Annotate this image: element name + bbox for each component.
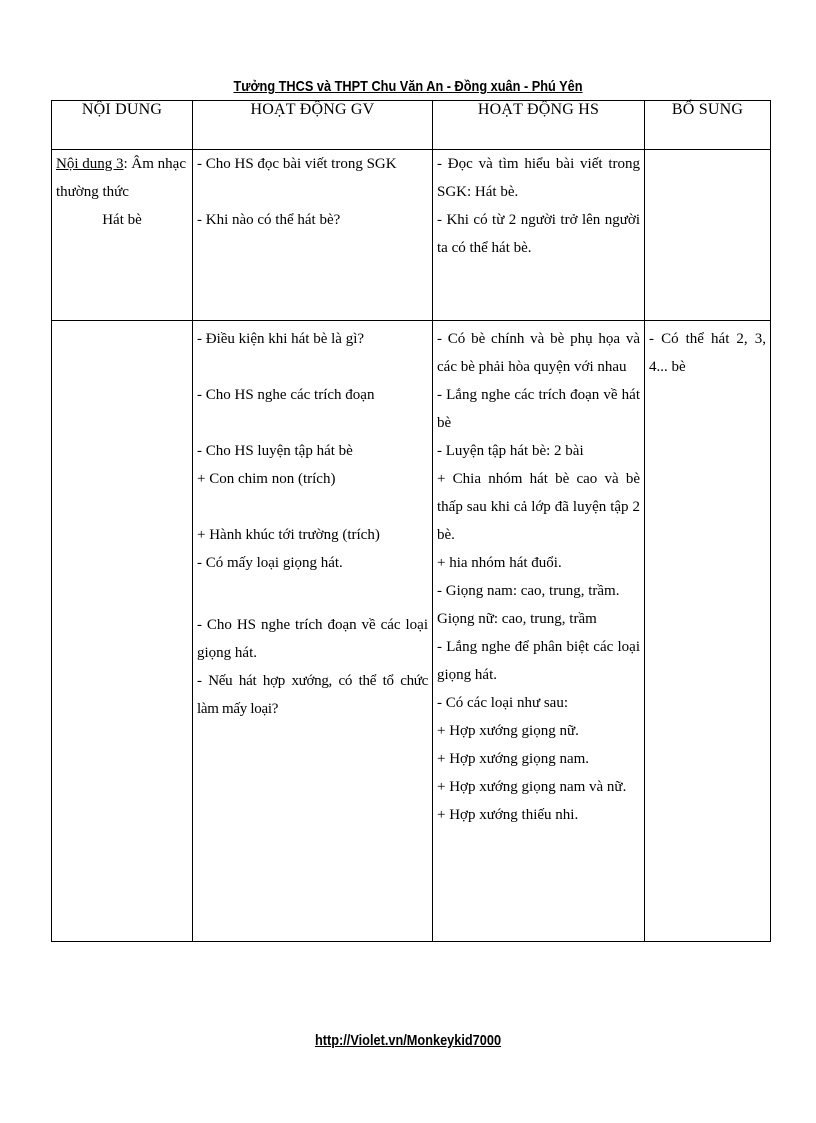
column-header-teacher: HOẠT ĐỘNG GV (193, 101, 433, 150)
student-activity: - Có các loại như sau: (437, 695, 569, 711)
table-row (52, 150, 771, 321)
footer-link[interactable]: http://Violet.vn/Monkeykid7000 (314, 1032, 502, 1049)
student-activity: + Chia nhóm hát bè cao và bè thấp sau khi cả lớp đã luyện tập 2 bè. (437, 471, 640, 543)
student-activity: + Hợp xướng giọng nữ. (437, 723, 579, 739)
student-activity: + Hợp xướng giọng nam. (437, 751, 590, 767)
content-subtitle: Hát bè (102, 212, 142, 228)
extra-cell (645, 150, 771, 321)
student-activity: - Giọng nam: cao, trung, trầm. (437, 583, 620, 599)
student-activity: - Có bè chính và bè phụ họa và các bè phải hòa quyện với nhau (437, 331, 640, 375)
teacher-cell (193, 321, 433, 942)
extra-cell (645, 321, 771, 942)
table-header-row (52, 101, 771, 150)
table-row (52, 321, 771, 942)
teacher-activity: - Cho HS nghe trích đoạn về các loại giọng hát. (197, 617, 428, 661)
content-cell (52, 321, 193, 942)
content-title (56, 150, 188, 206)
teacher-activity: + Hành khúc tới trường (trích) (197, 527, 380, 543)
column-header-content: NỘI DUNG (52, 101, 193, 150)
student-activity: Giọng nữ: cao, trung, trầm (437, 611, 597, 627)
student-activity: + Hợp xướng giọng nam và nữ. (437, 779, 627, 795)
student-cell (433, 321, 645, 942)
document-header: Tưởng THCS và THPT Chu Văn An - Đồng xuân - Phú Yên (233, 78, 583, 95)
student-activity: - Lắng nghe các trích đoạn về hát bè (437, 387, 640, 431)
student-activity: - Đọc và tìm hiểu bài viết trong SGK: Hát bè. (437, 156, 640, 200)
lesson-table (51, 100, 771, 942)
student-cell (433, 150, 645, 321)
student-activity: - Luyện tập hát bè: 2 bài (437, 443, 584, 459)
content-title-text: : Âm nhạc thường thức (56, 156, 186, 200)
teacher-activity: - Cho HS đọc bài viết trong SGK (197, 156, 397, 172)
column-header-student: HOẠT ĐỘNG HS (433, 101, 645, 150)
teacher-activity: - Khi nào có thể hát bè? (197, 212, 341, 228)
teacher-activity: - Cho HS luyện tập hát bè (197, 443, 353, 459)
teacher-cell (193, 150, 433, 321)
teacher-activity: - Điều kiện khi hát bè là gì? (197, 331, 365, 347)
column-header-extra: BỔ SUNG (645, 101, 771, 150)
student-activity: - Lắng nghe để phân biệt các loại giọng hát. (437, 639, 640, 683)
student-activity: + hia nhóm hát đuổi. (437, 555, 562, 571)
student-activity: + Hợp xướng thiếu nhi. (437, 807, 579, 823)
teacher-activity: - Có mấy loại giọng hát. (197, 555, 343, 571)
extra-note: - Có thể hát 2, 3, 4... bè (649, 331, 766, 375)
teacher-activity: - Nếu hát hợp xướng, có thể tổ chức làm mấy loại? (197, 673, 428, 717)
content-title-label: Nội dung 3 (56, 156, 124, 172)
teacher-activity: + Con chim non (trích) (197, 471, 336, 487)
student-activity: - Khi có từ 2 người trở lên người ta có thể hát bè. (437, 212, 640, 256)
teacher-activity: - Cho HS nghe các trích đoạn (197, 387, 375, 403)
content-cell (52, 150, 193, 321)
